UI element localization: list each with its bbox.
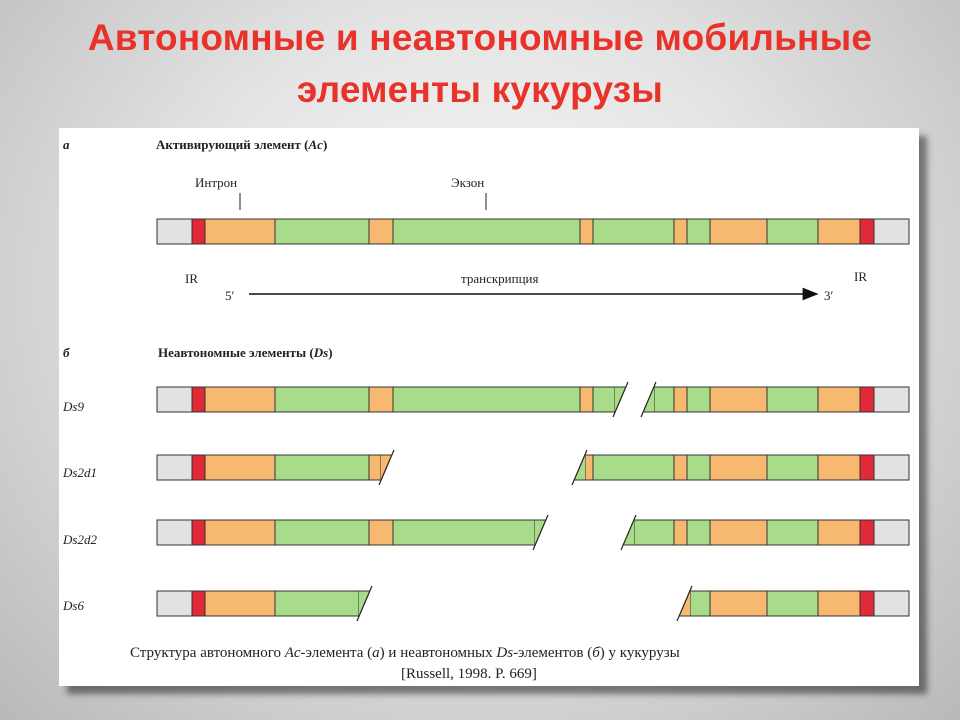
- exon-label: Экзон: [451, 175, 485, 190]
- intron-segment: [674, 455, 687, 480]
- intron-segment: [205, 219, 275, 244]
- ir-right-label: IR: [854, 269, 867, 284]
- figure-source: [Russell, 1998. P. 669]: [401, 666, 537, 682]
- exon-segment: [393, 520, 535, 545]
- intron-segment: [818, 219, 860, 244]
- intron-segment: [710, 455, 767, 480]
- intron-segment: [710, 387, 767, 412]
- intron-segment: [818, 387, 860, 412]
- intron-segment: [369, 455, 381, 480]
- terminal-segment: [157, 219, 192, 244]
- ir-left-label: IR: [185, 271, 198, 286]
- intron-segment: [818, 591, 860, 616]
- ir-segment: [860, 520, 874, 545]
- terminal-segment: [157, 520, 192, 545]
- panel-a-heading: Активирующий элемент (Ac): [156, 137, 328, 152]
- intron-segment: [710, 591, 767, 616]
- intron-segment: [580, 387, 593, 412]
- ds6-element-bar: [157, 586, 909, 621]
- exon-segment: [687, 455, 710, 480]
- exon-segment: [593, 455, 674, 480]
- panel-a-letter: а: [63, 137, 70, 152]
- ir-segment: [192, 520, 205, 545]
- terminal-segment: [157, 591, 192, 616]
- terminal-segment: [874, 591, 909, 616]
- exon-segment: [275, 219, 369, 244]
- slide-title: [0, 12, 960, 116]
- exon-segment: [393, 387, 580, 412]
- intron-segment: [674, 219, 687, 244]
- exon-segment: [593, 387, 615, 412]
- ir-segment: [192, 219, 205, 244]
- terminal-segment: [157, 455, 192, 480]
- ir-segment: [860, 219, 874, 244]
- ds2d1-label: Ds2d1: [63, 465, 97, 480]
- exon-segment: [687, 520, 710, 545]
- exon-segment: [593, 219, 674, 244]
- exon-segment: [634, 520, 674, 545]
- ds2d2-label: Ds2d2: [63, 532, 97, 547]
- exon-segment: [767, 591, 818, 616]
- intron-segment: [580, 219, 593, 244]
- exon-segment: [767, 387, 818, 412]
- ds9-label: Ds9: [63, 399, 84, 414]
- ir-segment: [192, 455, 205, 480]
- element-diagram: [59, 128, 919, 686]
- intron-segment: [205, 387, 275, 412]
- intron-segment: [369, 219, 393, 244]
- figure-caption: Структура автономного Ac-элемента (а) и неавтономных Ds-элементов (б) у кукурузы: [130, 645, 680, 661]
- slide-title-line-2: элементы кукурузы: [296, 69, 664, 110]
- five-prime-label: 5′: [225, 288, 235, 303]
- intron-segment: [205, 591, 275, 616]
- exon-segment: [393, 219, 580, 244]
- intron-segment: [710, 219, 767, 244]
- exon-segment: [654, 387, 674, 412]
- panel-b-letter: б: [63, 345, 70, 360]
- intron-segment: [674, 387, 687, 412]
- exon-segment: [767, 219, 818, 244]
- exon-segment: [687, 219, 710, 244]
- ir-segment: [860, 591, 874, 616]
- intron-label: Интрон: [195, 175, 238, 190]
- intron-segment: [674, 520, 687, 545]
- figure-panel: [59, 128, 919, 686]
- intron-segment: [205, 455, 275, 480]
- terminal-segment: [157, 387, 192, 412]
- intron-segment: [369, 520, 393, 545]
- ir-segment: [192, 591, 205, 616]
- intron-segment: [818, 455, 860, 480]
- ac-element-bar: [157, 219, 909, 244]
- intron-segment: [710, 520, 767, 545]
- exon-segment: [687, 387, 710, 412]
- terminal-segment: [874, 520, 909, 545]
- ds2d1-element-bar: [157, 450, 909, 485]
- intron-segment: [585, 455, 593, 480]
- exon-segment: [275, 591, 359, 616]
- ds6-label: Ds6: [63, 598, 84, 613]
- terminal-segment: [874, 387, 909, 412]
- panel-b-heading: Неавтономные элементы (Ds): [158, 345, 333, 360]
- ir-segment: [860, 455, 874, 480]
- ds9-element-bar: [157, 382, 909, 417]
- transcription-label: транскрипция: [461, 271, 539, 286]
- slide-title-line-1: Автономные и неавтономные мобильные: [87, 17, 873, 58]
- terminal-segment: [874, 219, 909, 244]
- ir-segment: [860, 387, 874, 412]
- intron-segment: [818, 520, 860, 545]
- exon-segment: [767, 455, 818, 480]
- exon-segment: [690, 591, 710, 616]
- ds2d2-element-bar: [157, 515, 909, 550]
- terminal-segment: [874, 455, 909, 480]
- exon-segment: [767, 520, 818, 545]
- exon-segment: [275, 520, 369, 545]
- exon-segment: [275, 455, 369, 480]
- three-prime-label: 3′: [824, 288, 834, 303]
- intron-segment: [369, 387, 393, 412]
- exon-segment: [275, 387, 369, 412]
- ir-segment: [192, 387, 205, 412]
- intron-segment: [205, 520, 275, 545]
